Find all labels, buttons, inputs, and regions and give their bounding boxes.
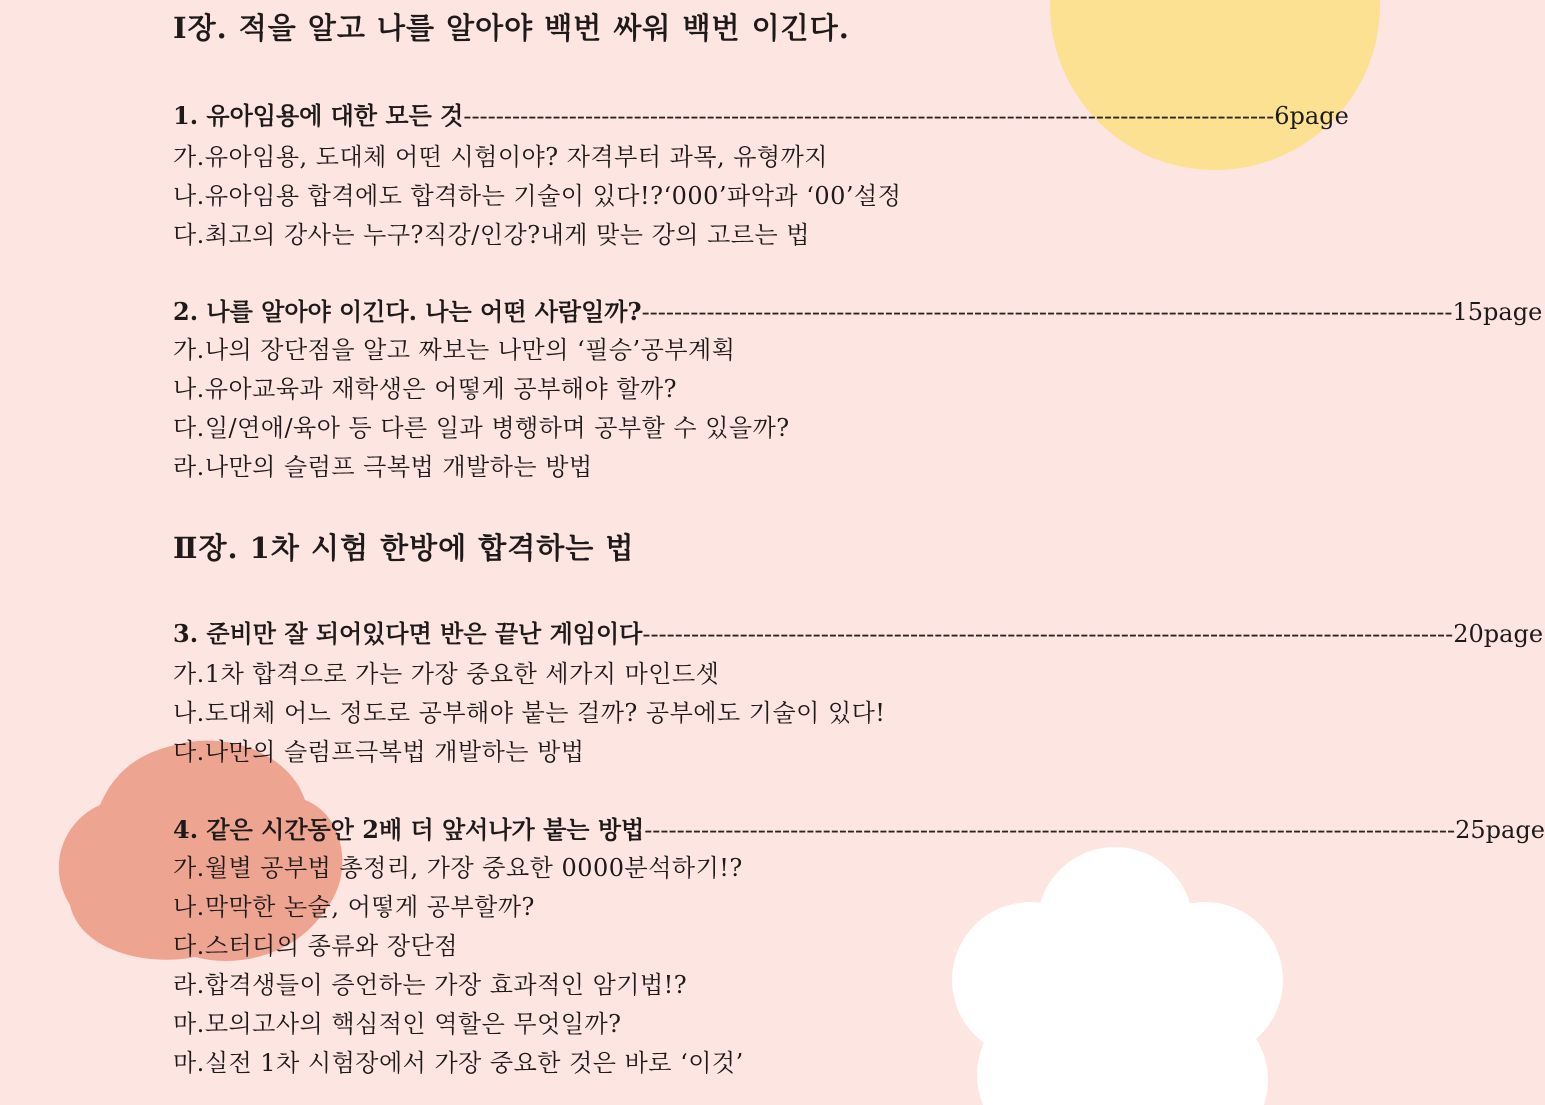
list-item: 다.일/연애/육아 등 다른 일과 병행하며 공부할 수 있을까? (173, 414, 790, 442)
section-heading (173, 810, 1545, 845)
section-page: 25page (1455, 816, 1545, 844)
section-title: 1. 유아임용에 대한 모든 것 (173, 101, 464, 130)
sun-decoration (1050, 0, 1380, 170)
dotted-leader: ---------------------------------------------------------------------------------------------------- (641, 298, 1453, 326)
list-item: 라.합격생들이 증언하는 가장 효과적인 암기법!? (173, 971, 688, 999)
white-flower-decoration (945, 845, 1280, 1105)
section-title: 3. 준비만 잘 되어있다면 반은 끝난 게임이다 (173, 619, 643, 648)
section-heading (173, 292, 1543, 327)
chapter-heading (173, 6, 850, 47)
list-item: 다.스터디의 종류와 장단점 (173, 932, 458, 960)
list-item: 마.실전 1차 시험장에서 가장 중요한 것은 바로 ‘이것’ (173, 1049, 744, 1077)
list-item: 가.1차 합격으로 가는 가장 중요한 세가지 마인드셋 (173, 660, 720, 688)
section-page: 6page (1274, 102, 1349, 130)
list-item: 가.나의 장단점을 알고 짜보는 나만의 ‘필승’공부계획 (173, 336, 736, 364)
section-title: 4. 같은 시간동안 2배 더 앞서나가 붙는 방법 (173, 815, 645, 844)
chapter-title: 장. 1차 시험 한방에 합격하는 법 (198, 531, 635, 565)
list-item: 마.모의고사의 핵심적인 역할은 무엇일까? (173, 1010, 622, 1038)
section-page: 20page (1453, 620, 1544, 648)
list-item: 가.유아임용, 도대체 어떤 시험이야? 자격부터 과목, 유형까지 (173, 143, 828, 171)
chapter-roman: Ⅰ (173, 11, 188, 45)
section-heading (173, 96, 1349, 131)
dotted-leader: ---------------------------------------------------------------------------------------------------- (644, 816, 1456, 844)
section-heading (173, 614, 1544, 649)
chapter-heading (173, 526, 634, 567)
dotted-leader: ---------------------------------------------------------------------------------------------------- (642, 620, 1454, 648)
list-item: 나.도대체 어느 정도로 공부해야 붙는 걸까? 공부에도 기술이 있다! (173, 699, 886, 727)
chapter-roman: Ⅱ (173, 531, 199, 565)
list-item: 가.월별 공부법 총정리, 가장 중요한 0000분석하기!? (173, 854, 743, 882)
chapter-title: 장. 적을 알고 나를 알아야 백번 싸워 백번 이긴다. (187, 11, 850, 45)
list-item: 나.유아임용 합격에도 합격하는 기술이 있다!?‘000’파악과 ‘00’설정 (173, 182, 902, 210)
section-title: 2. 나를 알아야 이긴다. 나는 어떤 사람일까? (173, 297, 642, 326)
list-item: 다.나만의 슬럼프극복법 개발하는 방법 (173, 738, 585, 766)
list-item: 나.막막한 논술, 어떻게 공부할까? (173, 893, 535, 921)
section-page: 15page (1452, 298, 1543, 326)
list-item: 나.유아교육과 재학생은 어떻게 공부해야 할까? (173, 375, 678, 403)
list-item: 다.최고의 강사는 누구?직강/인강?내게 맞는 강의 고르는 법 (173, 221, 810, 249)
list-item: 라.나만의 슬럼프 극복법 개발하는 방법 (173, 453, 593, 481)
dotted-leader: ---------------------------------------------------------------------------------------------------- (463, 102, 1275, 130)
